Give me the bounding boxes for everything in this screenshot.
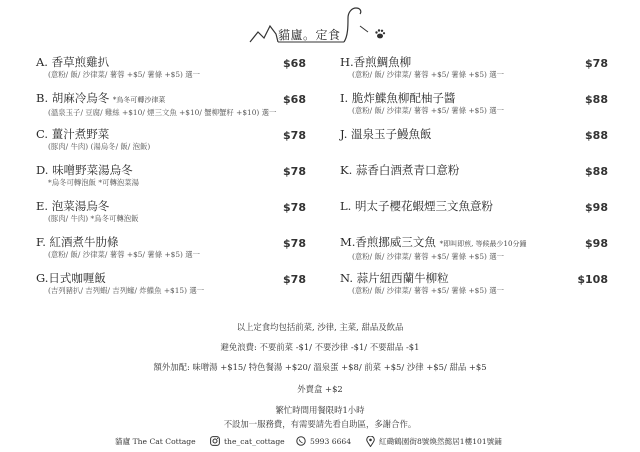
item-options: (意粉/ 飯/ 沙律菜/ 薯蓉 +$5/ 薯條 +$5) 選一 xyxy=(352,252,505,261)
item-options: (意粉/ 飯/ 沙律菜/ 薯蓉 +$5/ 薯條 +$5) 選一 xyxy=(352,106,505,115)
item-name: D. 味噌野菜湯烏冬 xyxy=(36,163,133,177)
item-price: $88 xyxy=(585,129,608,142)
item-options: *烏冬可轉泡飯 *可轉泡菜湯 xyxy=(48,178,140,187)
menu-item xyxy=(36,163,306,199)
includes-note: 以上定食均包括前菜, 沙律, 主菜, 甜品及飲品 xyxy=(236,322,404,332)
item-options: (意粉/ 飯/ 沙律菜/ 薯蓉 +$5/ 薯條 +$5) 選一 xyxy=(352,70,505,79)
item-options: (吉列豬扒/ 吉列蝦/ 吉列蠔/ 炸鰈魚 +$15) 選一 xyxy=(48,286,205,295)
item-price: $78 xyxy=(283,273,306,286)
menu-item xyxy=(340,235,608,271)
item-name: A. 香草煎雞扒 xyxy=(36,55,110,69)
item-options: (意粉/ 飯/ 沙律菜/ 薯蓉 +$5/ 薯條 +$5) 選一 xyxy=(48,250,201,259)
item-note: *即叫即煎, 等候最少10分鐘 xyxy=(439,240,527,248)
menu-column-right xyxy=(340,55,608,307)
item-name: E. 泡菜湯烏冬 xyxy=(36,199,110,213)
time-limit-note: 繁忙時間用餐限時1小時 xyxy=(275,405,365,415)
item-options: (溫泉玉子/ 豆腐/ 雞絲 +$10/ 煙三文魚 +$10/ 蟹柳蟹籽 +$10) 選一 xyxy=(48,108,277,117)
header xyxy=(0,0,640,48)
waste-discount-note: 避免浪費: 不要前菜 -$1/ 不要沙律 -$1/ 不要甜品 -$1 xyxy=(220,342,420,352)
item-price: $68 xyxy=(283,57,306,70)
item-name: G.日式咖喱飯 xyxy=(36,271,106,285)
paw-icon xyxy=(374,28,386,40)
instagram-handle: the_cat_cottage xyxy=(224,436,285,446)
whatsapp-icon xyxy=(296,436,306,446)
item-price: $78 xyxy=(283,201,306,214)
menu-item xyxy=(340,91,608,127)
item-name: K. 蒜香白酒煮青口意粉 xyxy=(340,163,460,177)
menu-item xyxy=(36,235,306,271)
service-charge-note: 不設加一服務費，有需要請先看自助區，多謝合作。 xyxy=(223,419,417,429)
extras-note: 額外加配: 味噌湯 +$15/ 特色餐湯 +$20/ 溫泉蛋 +$8/ 前菜 +$5/ 沙律 +$5/ 甜品 +$5 xyxy=(153,362,487,372)
item-price: $88 xyxy=(585,165,608,178)
footer-phone xyxy=(296,436,351,446)
item-name: B. 胡麻冷烏冬 xyxy=(36,91,110,105)
brand-title: 貓廬。定食 xyxy=(278,28,341,42)
footer-bar xyxy=(0,433,640,449)
item-options: (豚肉/ 牛肉) (湯烏冬/ 飯/ 泡飯) xyxy=(48,142,151,151)
menu-item xyxy=(36,271,306,307)
menu-item xyxy=(340,163,608,199)
item-options: (意粉/ 飯/ 沙律菜/ 薯蓉 +$5/ 薯條 +$5) 選一 xyxy=(352,286,505,295)
item-note: *烏冬可轉沙律菜 xyxy=(112,96,166,104)
menu-item xyxy=(340,55,608,91)
menu-column-left xyxy=(36,55,306,307)
instagram-icon xyxy=(210,436,220,446)
item-price: $108 xyxy=(577,273,608,286)
item-options: (意粉/ 飯/ 沙律菜/ 薯蓉 +$5/ 薯條 +$5) 選一 xyxy=(48,70,201,79)
address-text: 紅磡鶴園街8號煥然懿居1樓101號鋪 xyxy=(379,437,502,446)
item-price: $98 xyxy=(585,237,608,250)
item-name: N. 蒜片紐西蘭牛柳粒 xyxy=(340,271,449,285)
item-name: F. 紅酒煮牛肋條 xyxy=(36,235,119,249)
item-price: $78 xyxy=(283,237,306,250)
location-pin-icon xyxy=(366,436,375,447)
menu-item xyxy=(36,127,306,163)
menu-item xyxy=(340,127,608,163)
footer-name: 貓廬 The Cat Cottage xyxy=(115,437,196,446)
phone-number: 5993 6664 xyxy=(310,436,352,446)
menu-item xyxy=(340,271,608,307)
menu-item xyxy=(36,91,306,127)
item-name: H.香煎鯛魚柳 xyxy=(340,55,412,69)
menu-item xyxy=(340,199,608,235)
item-price: $78 xyxy=(585,57,608,70)
footer-address xyxy=(366,436,502,447)
item-price: $78 xyxy=(283,129,306,142)
item-name: L. 明太子櫻花蝦煙三文魚意粉 xyxy=(340,199,493,213)
item-price: $98 xyxy=(585,201,608,214)
takeaway-note: 外賣盒 +$2 xyxy=(297,384,343,394)
item-price: $78 xyxy=(283,165,306,178)
item-name: J. 溫泉玉子鰻魚飯 xyxy=(340,127,432,141)
menu-item xyxy=(36,55,306,91)
menu-item xyxy=(36,199,306,235)
item-name: I. 脆炸鰈魚柳配柚子醬 xyxy=(340,91,456,105)
item-name: C. 薑汁煮野菜 xyxy=(36,127,110,141)
item-price: $68 xyxy=(283,93,306,106)
item-name: M.香煎挪威三文魚 xyxy=(340,235,436,249)
footer-instagram xyxy=(210,436,285,446)
item-options: (豚肉/ 牛肉) *烏冬可轉泡飯 xyxy=(48,214,139,223)
item-price: $88 xyxy=(585,93,608,106)
